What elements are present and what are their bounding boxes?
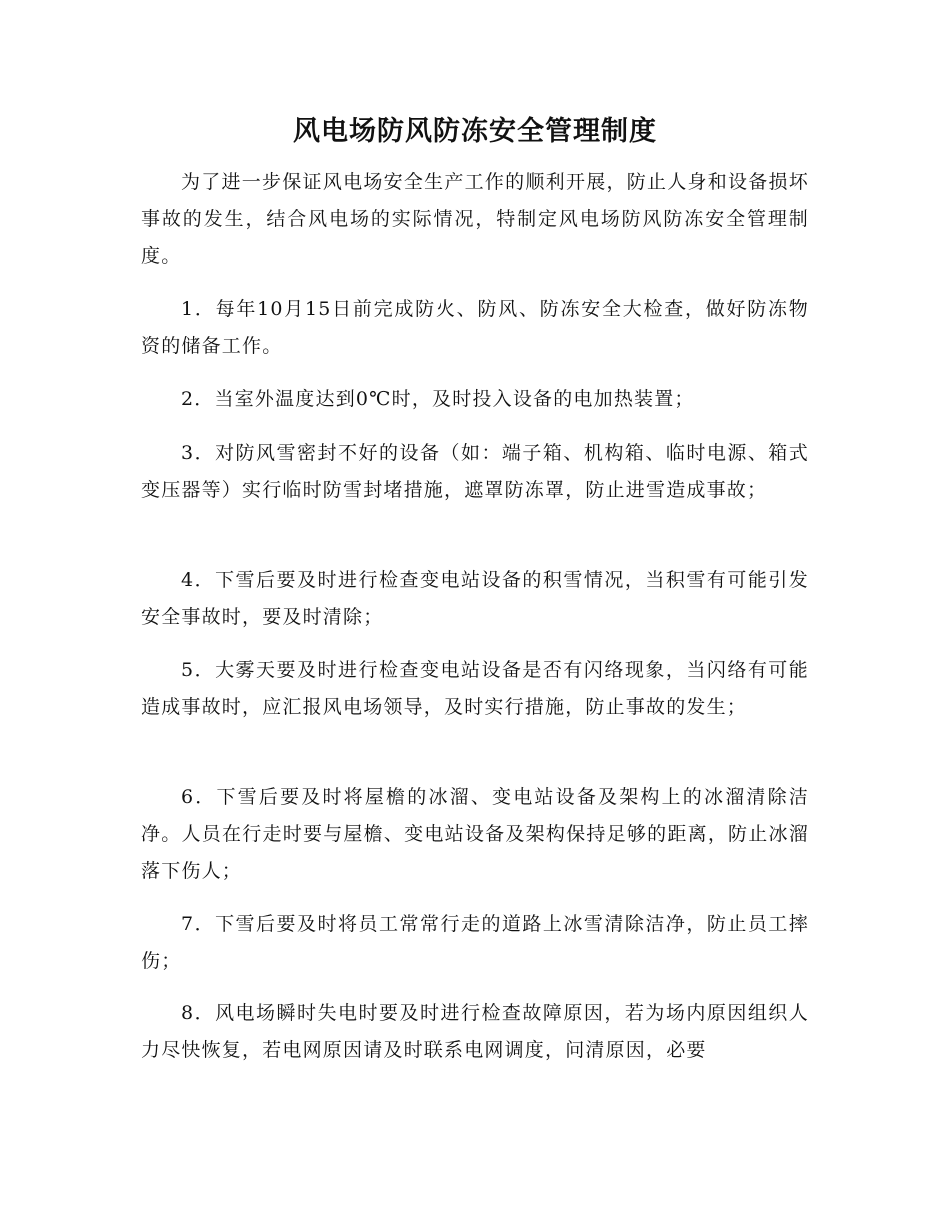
rule-item-1: 1．每年10月15日前完成防火、防风、防冻安全大检查，做好防冻物资的储备工作。 xyxy=(141,298,809,357)
intro-paragraph: 为了进一步保证风电场安全生产工作的顺利开展，防止人身和设备损坏事故的发生，结合风电场的实际情况，特制定风电场防风防冻安全管理制度。 xyxy=(141,171,809,267)
rule-item-3: 3．对防风雪密封不好的设备（如：端子箱、机构箱、临时电源、箱式变压器等）实行临时防雪封堵措施，遮罩防冻罩，防止进雪造成事故； xyxy=(141,442,809,501)
document-title: 风电场防风防冻安全管理制度 xyxy=(293,116,657,147)
rule-item-7: 7．下雪后要及时将员工常常行走的道路上冰雪清除洁净，防止员工摔伤； xyxy=(141,913,809,972)
rule-item-5: 5．大雾天要及时进行检查变电站设备是否有闪络现象，当闪络有可能造成事故时，应汇报风电场领导，及时实行措施，防止事故的发生； xyxy=(141,659,809,718)
rule-item-6: 6．下雪后要及时将屋檐的冰溜、变电站设备及架构上的冰溜清除洁净。人员在行走时要与屋檐、变电站设备及架构保持足够的距离，防止冰溜落下伤人； xyxy=(141,786,809,882)
rule-item-2: 2．当室外温度达到0℃时，及时投入设备的电加热装置； xyxy=(181,388,695,410)
rule-item-8: 8．风电场瞬时失电时要及时进行检查故障原因，若为场内原因组织人力尽快恢复，若电网原因请及时联系电网调度，问清原因，必要 xyxy=(141,1002,809,1061)
rule-item-4: 4．下雪后要及时进行检查变电站设备的积雪情况，当积雪有可能引发安全事故时，要及时清除； xyxy=(141,569,809,628)
